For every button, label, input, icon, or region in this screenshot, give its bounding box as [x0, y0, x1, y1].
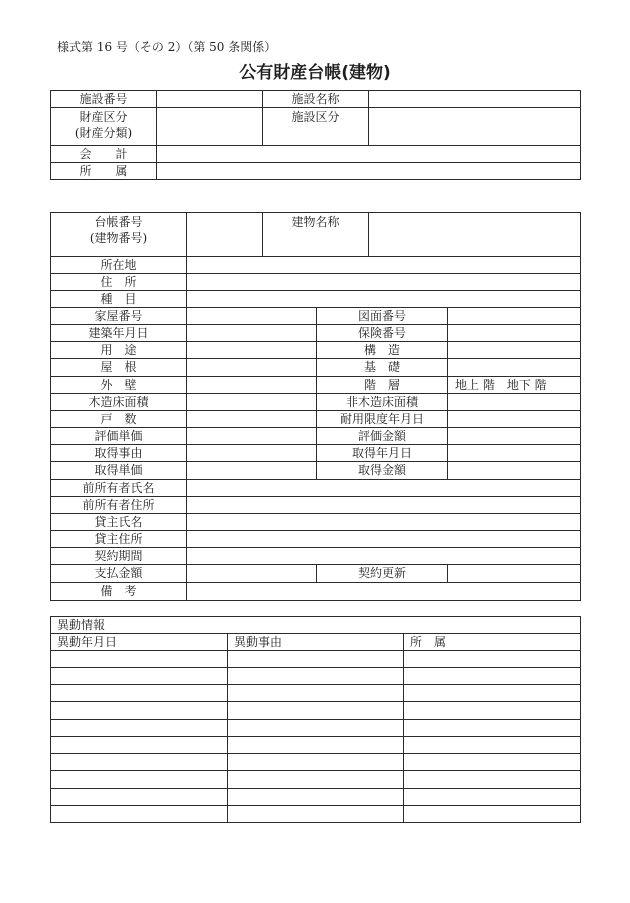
change-date-cell: [51, 737, 228, 754]
insurance-number-value: [448, 325, 581, 342]
house-number-label: 家屋番号: [51, 308, 187, 325]
contract-period-value: [187, 548, 581, 565]
change-department-cell: [404, 771, 581, 789]
change-date-cell: [51, 789, 228, 806]
change-reason-cell: [228, 685, 404, 702]
change-date-cell: [51, 702, 228, 720]
ledger-number-label: 台帳番号: [94, 215, 143, 229]
unit-valuation-value: [187, 428, 317, 445]
property-category-label: (財産分類): [74, 126, 133, 140]
category-value: [187, 291, 581, 308]
address-label: 住 所: [51, 274, 187, 291]
change-reason-cell: [228, 737, 404, 754]
facility-number-label: 施設番号: [51, 91, 157, 108]
construction-date-value: [187, 325, 317, 342]
acquisition-amount-value: [448, 462, 581, 480]
change-department-cell: [404, 737, 581, 754]
lessor-name-label: 貸主氏名: [51, 514, 187, 531]
lessor-address-label: 貸主住所: [51, 531, 187, 548]
facility-name-label: 施設名称: [263, 91, 369, 108]
drawing-number-label: 図面番号: [317, 308, 448, 325]
location-value: [187, 257, 581, 274]
structure-value: [448, 342, 581, 359]
change-reason-cell: [228, 668, 404, 685]
change-history-title: 異動情報: [51, 617, 581, 634]
floors-label: 階 層: [317, 377, 448, 394]
accounting-label: 会 計: [51, 146, 157, 163]
building-name-value: [369, 213, 581, 257]
foundation-value: [448, 359, 581, 377]
change-date-cell: [51, 754, 228, 771]
property-class-label-cell: [51, 108, 157, 146]
valuation-amount-value: [448, 428, 581, 445]
accounting-value: [157, 146, 581, 163]
building-number-label: (建物番号): [89, 231, 148, 245]
department-value: [157, 163, 581, 180]
unit-valuation-label: 評価単価: [51, 428, 187, 445]
remarks-value: [187, 583, 581, 601]
facility-number-value: [157, 91, 263, 108]
change-reason-cell: [228, 789, 404, 806]
payment-amount-value: [187, 565, 317, 583]
facility-table: [50, 90, 581, 180]
facility-name-value: [369, 91, 581, 108]
change-reason-cell: [228, 806, 404, 823]
change-date-cell: [51, 651, 228, 668]
change-date-cell: [51, 685, 228, 702]
durability-limit-date-label: 耐用限度年月日: [317, 411, 448, 428]
change-reason-cell: [228, 651, 404, 668]
non-wooden-floor-area-value: [448, 394, 581, 411]
facility-class-label-cell: [263, 108, 369, 146]
property-class-value: [157, 108, 263, 146]
change-date-cell: [51, 668, 228, 685]
change-department-cell: [404, 720, 581, 737]
change-date-header: 異動年月日: [51, 634, 228, 651]
durability-limit-date-value: [448, 411, 581, 428]
acquisition-unit-price-value: [187, 462, 317, 480]
change-reason-header: 異動事由: [228, 634, 404, 651]
non-wooden-floor-area-label: 非木造床面積: [317, 394, 448, 411]
category-label: 種 目: [51, 291, 187, 308]
contract-renewal-value: [448, 565, 581, 583]
change-department-cell: [404, 685, 581, 702]
contract-renewal-label: 契約更新: [317, 565, 448, 583]
drawing-number-value: [448, 308, 581, 325]
previous-owner-address-value: [187, 497, 581, 514]
contract-period-label: 契約期間: [51, 548, 187, 565]
acquisition-date-value: [448, 445, 581, 462]
ledger-number-value: [187, 213, 263, 257]
acquisition-reason-label: 取得事由: [51, 445, 187, 462]
address-value: [187, 274, 581, 291]
foundation-label: 基 礎: [317, 359, 448, 377]
change-date-cell: [51, 806, 228, 823]
structure-label: 構 造: [317, 342, 448, 359]
acquisition-reason-value: [187, 445, 317, 462]
property-class-label: 財産区分: [79, 110, 128, 124]
change-history-table: [50, 616, 581, 823]
units-value: [187, 411, 317, 428]
house-number-value: [187, 308, 317, 325]
lessor-name-value: [187, 514, 581, 531]
facility-class-label: 施設区分: [291, 110, 340, 124]
lessor-address-value: [187, 531, 581, 548]
wooden-floor-area-value: [187, 394, 317, 411]
building-name-label: 建物名称: [291, 215, 340, 229]
units-label: 戸 数: [51, 411, 187, 428]
change-department-header: 所 属: [404, 634, 581, 651]
acquisition-unit-price-label: 取得単価: [51, 462, 187, 480]
change-date-cell: [51, 771, 228, 789]
ledger-number-label-cell: [51, 213, 187, 257]
insurance-number-label: 保険番号: [317, 325, 448, 342]
change-department-cell: [404, 651, 581, 668]
previous-owner-name-value: [187, 480, 581, 497]
change-reason-cell: [228, 771, 404, 789]
department-label: 所 属: [51, 163, 157, 180]
use-label: 用 途: [51, 342, 187, 359]
change-department-cell: [404, 702, 581, 720]
change-department-cell: [404, 668, 581, 685]
change-department-cell: [404, 754, 581, 771]
floors-value: 地上 階 地下 階: [448, 377, 581, 394]
construction-date-label: 建築年月日: [51, 325, 187, 342]
acquisition-amount-label: 取得金額: [317, 462, 448, 480]
acquisition-date-label: 取得年月日: [317, 445, 448, 462]
facility-class-value: [369, 108, 581, 146]
use-value: [187, 342, 317, 359]
wooden-floor-area-label: 木造床面積: [51, 394, 187, 411]
page-title: 公有財産台帳(建物): [239, 63, 391, 83]
previous-owner-name-label: 前所有者氏名: [51, 480, 187, 497]
form-number: 様式第 16 号（その 2）（第 50 条関係）: [57, 40, 277, 54]
change-reason-cell: [228, 702, 404, 720]
building-table: [50, 212, 581, 601]
previous-owner-address-label: 前所有者住所: [51, 497, 187, 514]
valuation-amount-label: 評価金額: [317, 428, 448, 445]
change-department-cell: [404, 806, 581, 823]
change-date-cell: [51, 720, 228, 737]
building-name-label-cell: [263, 213, 369, 257]
payment-amount-label: 支払金額: [51, 565, 187, 583]
location-label: 所在地: [51, 257, 187, 274]
change-reason-cell: [228, 720, 404, 737]
roof-value: [187, 359, 317, 377]
change-department-cell: [404, 789, 581, 806]
exterior-wall-label: 外 壁: [51, 377, 187, 394]
change-reason-cell: [228, 754, 404, 771]
exterior-wall-value: [187, 377, 317, 394]
roof-label: 屋 根: [51, 359, 187, 377]
remarks-label: 備 考: [51, 583, 187, 601]
